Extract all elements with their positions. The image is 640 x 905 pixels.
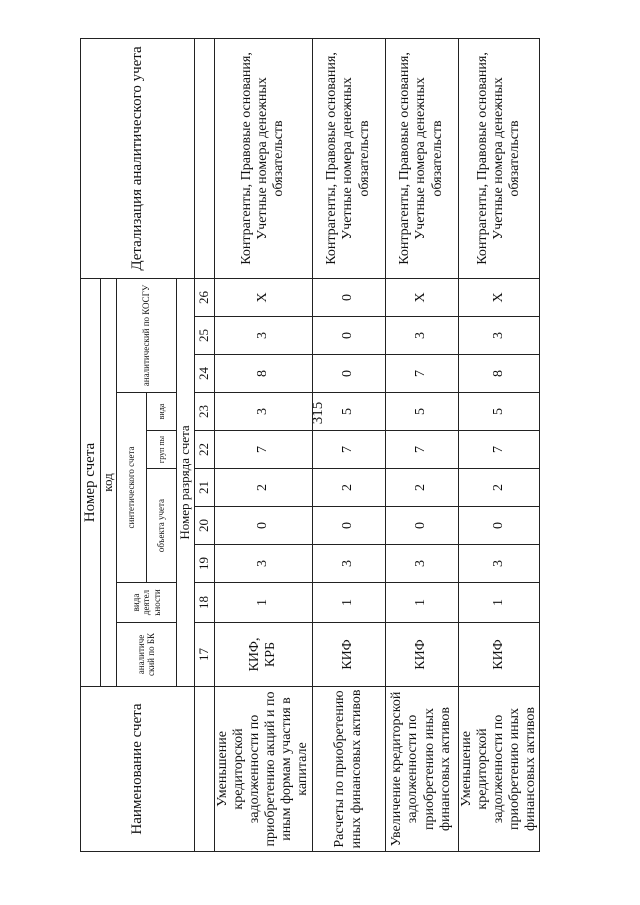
row-account-name: Уменьшение кредиторской задолженности по приобретению акций и по иным формам участия в капитале xyxy=(214,687,312,852)
row-account-name: Уменьшение кредиторской задолженности по приобретению иных финансовых активов xyxy=(458,687,539,852)
header-account-name: Наименование счета xyxy=(81,687,195,852)
row-cell-25: 3 xyxy=(214,317,312,355)
row-cell-23: 5 xyxy=(312,393,385,431)
row-analytic-detail: Контрагенты, Правовые основания, Учетные номера денежных обязательств xyxy=(458,38,539,278)
row-cell-26: Х xyxy=(385,278,458,316)
row-cell-18: 1 xyxy=(312,583,385,623)
digit-cell: 24 xyxy=(194,355,214,393)
digit-cell: 25 xyxy=(194,317,214,355)
table-row xyxy=(458,38,539,851)
row-cell-19: 3 xyxy=(458,545,539,583)
row-cell-19: 3 xyxy=(385,545,458,583)
rotated-table-wrapper xyxy=(80,40,538,852)
row-cell-25: 3 xyxy=(385,317,458,355)
row-cell-18: 1 xyxy=(385,583,458,623)
row-cell-25: 0 xyxy=(312,317,385,355)
row-cell-17: КИФ xyxy=(312,623,385,687)
row-cell-20: 0 xyxy=(312,507,385,545)
row-cell-17: КИФ xyxy=(458,623,539,687)
header-activity-type: вида деятел ьности xyxy=(116,583,176,623)
table-row xyxy=(312,38,385,851)
accounts-table xyxy=(80,38,540,852)
header-code: код xyxy=(101,278,117,686)
row-cell-25: 3 xyxy=(458,317,539,355)
row-cell-18: 1 xyxy=(214,583,312,623)
table-row xyxy=(214,38,312,851)
header-accounting-object: объекта учета xyxy=(146,469,176,583)
row-cell-21: 2 xyxy=(312,469,385,507)
row-cell-21: 2 xyxy=(385,469,458,507)
row-cell-20: 0 xyxy=(458,507,539,545)
row-cell-24: 8 xyxy=(458,355,539,393)
row-cell-17: КИФ, КРБ xyxy=(214,623,312,687)
row-cell-20: 0 xyxy=(214,507,312,545)
row-cell-21: 2 xyxy=(214,469,312,507)
row-cell-23: 5 xyxy=(458,393,539,431)
row-cell-20: 0 xyxy=(385,507,458,545)
header-kind: вида xyxy=(146,393,176,431)
header-analytic-bk: аналитиче ский по БК xyxy=(116,623,176,687)
row-cell-22: 7 xyxy=(312,431,385,469)
row-cell-21: 2 xyxy=(458,469,539,507)
digit-cell: 19 xyxy=(194,545,214,583)
digit-cell: 21 xyxy=(194,469,214,507)
digit-cell: 20 xyxy=(194,507,214,545)
row-cell-24: 7 xyxy=(385,355,458,393)
row-cell-26: Х xyxy=(458,278,539,316)
row-cell-22: 7 xyxy=(458,431,539,469)
row-cell-24: 0 xyxy=(312,355,385,393)
digit-cell: 18 xyxy=(194,583,214,623)
header-analytic-kosgu: аналитический по КОСГУ xyxy=(116,278,176,392)
digit-cell-empty xyxy=(194,38,214,278)
row-cell-17: КИФ xyxy=(385,623,458,687)
row-account-name: Расчеты по приобретению иных финансовых активов xyxy=(312,687,385,852)
row-cell-18: 1 xyxy=(458,583,539,623)
digit-cell: 23 xyxy=(194,393,214,431)
row-analytic-detail: Контрагенты, Правовые основания, Учетные номера денежных обязательств xyxy=(214,38,312,278)
row-analytic-detail: Контрагенты, Правовые основания, Учетные номера денежных обязательств xyxy=(312,38,385,278)
header-account-number: Номер счета xyxy=(81,278,101,686)
digit-cell-empty xyxy=(194,687,214,852)
row-cell-22: 7 xyxy=(214,431,312,469)
header-digit-number: Номер разряда счета xyxy=(176,278,194,686)
header-analytic-detail: Детализация аналитического учета xyxy=(81,38,195,278)
table-row xyxy=(385,38,458,851)
row-cell-26: Х xyxy=(214,278,312,316)
digit-cell: 22 xyxy=(194,431,214,469)
row-cell-26: 0 xyxy=(312,278,385,316)
row-cell-22: 7 xyxy=(385,431,458,469)
page-number: 315 xyxy=(310,401,326,425)
row-analytic-detail: Контрагенты, Правовые основания, Учетные номера денежных обязательств xyxy=(385,38,458,278)
row-cell-24: 8 xyxy=(214,355,312,393)
row-cell-23: 3 xyxy=(214,393,312,431)
row-cell-23: 5 xyxy=(385,393,458,431)
row-cell-19: 3 xyxy=(312,545,385,583)
row-cell-19: 3 xyxy=(214,545,312,583)
row-account-name: Увеличение кредиторской задолженности по приобретению иных финансовых активов xyxy=(385,687,458,852)
header-group: груп пы xyxy=(146,431,176,469)
digit-cell: 17 xyxy=(194,623,214,687)
header-synthetic-account: синтетического счета xyxy=(116,393,146,583)
digit-cell: 26 xyxy=(194,278,214,316)
